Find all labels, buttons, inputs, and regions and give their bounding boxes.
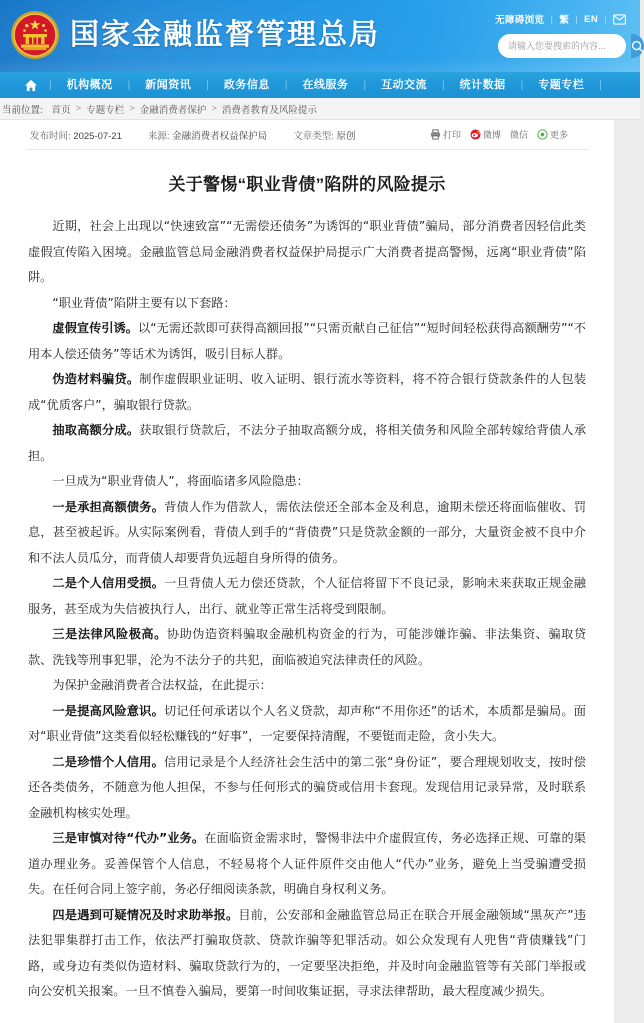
article-type-label: 文章类型: — [293, 130, 334, 142]
accessibility-link[interactable]: 无障碍浏览 — [494, 15, 545, 26]
breadcrumb-arrow: > — [129, 103, 135, 114]
paragraph-lead: 三是审慎对待“代办”业务。 — [52, 831, 205, 845]
more-icon — [537, 129, 548, 140]
breadcrumb-item-consumer-protection[interactable]: 金融消费者保护 — [139, 104, 207, 116]
paragraph-text: 背债人作为借款人，需依法偿还全部本金及利息，逾期未偿还将面临催收、罚息，甚至被起诉。从实际案例看，背债人到手的“背债费”只是贷款金额的一部分，大量资金被不良中介和不法人员瓜分，而背债人却要背负远超自身所得的债务。 — [28, 499, 587, 565]
nav-item-government-affairs[interactable]: 政务信息 — [223, 79, 270, 91]
publish-time-label: 发布时间: — [30, 130, 71, 142]
site-header — [0, 0, 640, 72]
paragraph-lead: 一是提高风险意识。 — [52, 703, 164, 718]
paragraph-lead: 二是珍惜个人信用。 — [52, 754, 164, 769]
weibo-label: 微博 — [482, 130, 501, 140]
paragraph — [28, 826, 586, 903]
nav-separator: | — [206, 79, 209, 91]
more-label: 更多 — [549, 130, 568, 140]
paragraph — [28, 673, 586, 699]
paragraph-lead: 虚假宣传引诱。 — [52, 321, 139, 335]
paragraph-lead: 抽取高额分成。 — [52, 423, 140, 437]
breadcrumb-current: 消费者教育及风险提示 — [221, 104, 317, 116]
paragraph-text: 为保护金融消费者合法权益，在此提示： — [52, 678, 272, 692]
national-emblem-icon — [8, 8, 62, 62]
paragraph-text: 在面临资金需求时，警惕非法中介虚假宣传，务必选择正规、可靠的渠道办理业务。妥善保管个人信息，不轻易将个人证件原件交由他人“代办”业务，避免上当受骗遭受损失。在任何合同上签字前，务必仔细阅读条款，明确自身权利义务。 — [28, 831, 586, 896]
breadcrumb-arrow: > — [211, 103, 217, 114]
paragraph-text: 一旦背债人无力偿还贷款，个人征信将留下不良记录，影响未来获取正规金融服务，甚至成为失信被执行人，出行、就业等正常生活将受到限制。 — [28, 576, 587, 616]
paragraph — [28, 622, 586, 673]
article-title: 关于警惕“职业背债”陷阱的风险提示 — [168, 175, 446, 194]
share-toolbar — [430, 128, 584, 141]
paragraph-lead: 二是个人信用受损。 — [52, 576, 165, 590]
paragraph-lead: 四是遇到可疑情况及时求助举报。 — [52, 907, 239, 922]
printer-icon — [430, 129, 441, 140]
wechat-button[interactable] — [510, 128, 528, 141]
nav-separator: | — [127, 79, 131, 91]
paragraph-text: 获取银行贷款后，不法分子抽取高额分成，将相关债务和风险全部转嫁给背债人承担。 — [28, 423, 587, 463]
paragraph-text: 切记任何承诺以个人名义贷款，却声称“不用你还”的话术，本质都是骗局。面对“职业背债”这类看似轻松赚钱的“好事”，一定要保持清醒，不要铤而走险，贪小失大。 — [28, 703, 586, 743]
breadcrumb-item-home[interactable]: 首页 — [51, 104, 71, 116]
more-share-button[interactable] — [537, 128, 568, 141]
home-icon — [24, 79, 38, 92]
weibo-button[interactable] — [470, 128, 501, 141]
paragraph-lead: 三是法律风险极高。 — [52, 627, 167, 641]
link-separator: | — [575, 13, 579, 25]
paragraph — [28, 316, 586, 367]
nav-item-news[interactable]: 新闻资讯 — [145, 79, 192, 91]
nav-separator: | — [363, 79, 367, 91]
nav-separator: | — [442, 79, 445, 91]
nav-separator: | — [520, 79, 524, 91]
paragraph — [28, 291, 586, 317]
article-source — [148, 128, 267, 142]
header-utility-links — [495, 12, 626, 26]
nav-item-statistics[interactable]: 统计数据 — [459, 79, 506, 91]
nav-home-button[interactable] — [14, 79, 48, 92]
paragraph — [28, 699, 586, 750]
search-button[interactable] — [631, 34, 644, 58]
site-title: 国家金融监督管理总局 — [70, 19, 381, 51]
article-type-value: 原创 — [336, 130, 356, 142]
search-icon — [631, 40, 644, 53]
paragraph-text: 制作虚假职业证明、收入证明、银行流水等资料，将不符合银行贷款条件的人包装成“优质客户”，骗取银行贷款。 — [28, 372, 587, 412]
breadcrumb-label: 当前位置: — [2, 104, 43, 116]
print-label: 打印 — [442, 130, 461, 140]
paragraph-text: 目前，公安部和金融监管总局正在联合开展金融领域“黑灰产”违法犯罪集群打击工作，依法严打骗取贷款、贷款诈骗等犯罪活动。如公众发现有人兜售“背债赚钱”门路，或身边有类似伪造材料、骗取贷款行为的，一定要坚决拒绝，并及时向金融监管等有关部门举报或向公安机关报案。一旦不慎卷入骗局，要第一时间收集证据，寻求法律帮助，最大程度减少损失。 — [28, 907, 586, 998]
traditional-chinese-link[interactable]: 繁 — [559, 15, 570, 26]
paragraph — [28, 495, 586, 572]
paragraph-text: “职业背债”陷阱主要有以下套路： — [52, 295, 236, 310]
paragraph — [28, 214, 586, 291]
paragraph — [28, 750, 586, 827]
nav-separator: | — [284, 79, 288, 91]
article-source-label: 来源: — [147, 130, 170, 142]
nav-item-special-columns[interactable]: 专题专栏 — [538, 79, 585, 91]
article-type — [293, 128, 355, 142]
paragraph — [28, 418, 586, 469]
paragraph-text: 以“无需还款即可获得高额回报”“只需贡献自己征信”“短时间轻松获得高额酬劳”“不用本人偿还债务”等话术为诱饵，吸引目标人群。 — [28, 321, 586, 361]
paragraph-text: 近期，社会上出现以“快速致富”“无需偿还债务”为诱饵的“职业背债”骗局，部分消费者因轻信此类虚假宣传陷入困境。金融监管总局金融消费者权益保护局提示广大消费者提高警惕，远离“职业背债”陷阱。 — [28, 219, 586, 284]
paragraph-text: 协助伪造资料骗取金融机构资金的行为，可能涉嫌诈骗、非法集资、骗取贷款、洗钱等刑事犯罪，沦为不法分子的共犯，面临被追究法律责任的风险。 — [28, 627, 587, 667]
breadcrumb — [0, 98, 640, 120]
article-container — [0, 120, 614, 1023]
content-area — [0, 120, 640, 998]
article-body — [26, 214, 588, 1005]
breadcrumb-arrow: > — [75, 103, 82, 114]
search-input[interactable] — [498, 34, 631, 58]
article-source-value: 金融消费者权益保护局 — [172, 130, 268, 142]
publish-time — [30, 128, 122, 142]
paragraph-lead: 一是承担高额债务。 — [52, 499, 165, 514]
publish-time-value: 2025-07-21 — [73, 130, 122, 142]
link-separator: | — [550, 13, 554, 25]
mail-icon[interactable] — [613, 14, 626, 25]
nav-separator: | — [49, 79, 52, 91]
breadcrumb-item-special-columns[interactable]: 专题专栏 — [86, 104, 125, 116]
paragraph-text: 一旦成为“职业背债人”，将面临诸多风险隐患： — [52, 474, 309, 488]
paragraph — [28, 903, 586, 1005]
weibo-icon — [470, 129, 481, 140]
paragraph — [28, 571, 586, 622]
paragraph — [28, 469, 586, 495]
wechat-label: 微信 — [509, 130, 528, 140]
paragraph-text: 信用记录是个人经济社会生活中的第二张“身份证”，要合理规划收支，按时偿还各类债务，不随意为他人担保，不参与任何形式的骗贷或信用卡套现。发现信用记录异常，及时联系金融机构核实处理。 — [28, 754, 586, 820]
nav-separator: | — [599, 79, 602, 91]
paragraph-lead: 伪造材料骗贷。 — [52, 372, 140, 386]
main-navigation — [0, 72, 640, 98]
english-link[interactable]: EN — [584, 13, 599, 25]
nav-item-institution-overview[interactable]: 机构概况 — [66, 79, 113, 91]
paragraph — [28, 367, 586, 418]
article-meta-bar — [26, 120, 588, 150]
print-button[interactable] — [430, 128, 461, 141]
search-box — [498, 34, 626, 58]
nav-item-online-services[interactable]: 在线服务 — [302, 79, 349, 91]
nav-item-interaction[interactable]: 互动交流 — [381, 79, 428, 91]
link-separator: | — [604, 13, 607, 25]
